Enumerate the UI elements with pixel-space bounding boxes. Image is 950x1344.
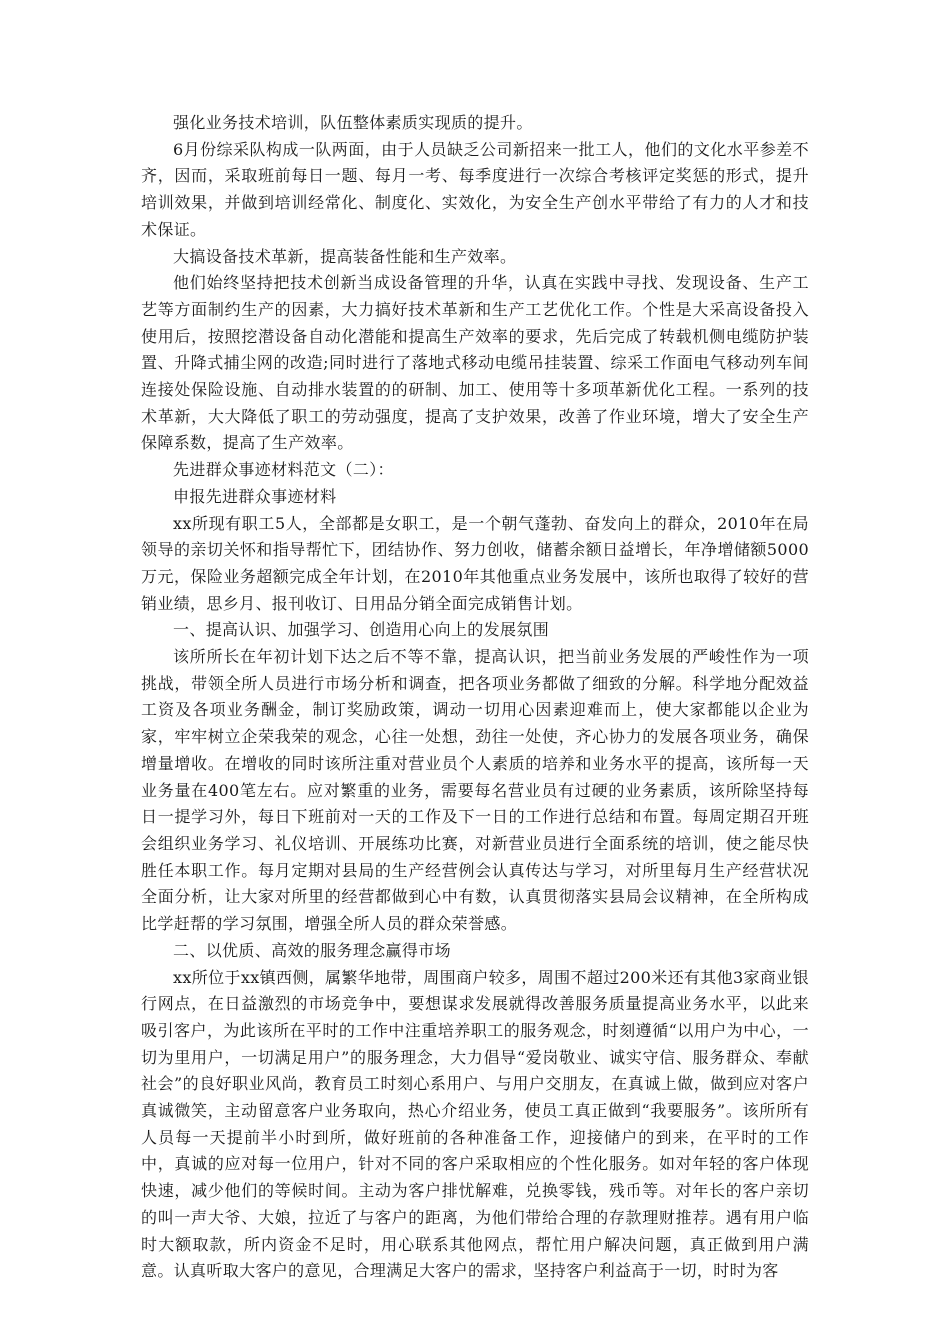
paragraph-section-one-body: 该所所长在年初计划下达之后不等不靠，提高认识，把当前业务发展的严峻性作为一项挑战，带领全所人员进行市场分析和调查，把各项业务都做了细致的分解。科学地分配效益工资及各项业务酬金，制订奖励政策，调动一切用心因素迎难而上，使大家都能以企业为家，牢牢树立企荣我荣的观念，心往一处想，劲往一处使，齐心协力的发展各项业务，确保增量增收。在增收的同时该所注重对营业员个人素质的培养和业务水平的提高，该所每一天业务量在400笔左右。应对繁重的业务，需要每名营业员有过硬的业务素质，该所除坚持每日一提学习外，每日下班前对一天的工作及下一日的工作进行总结和布置。每周定期召开班会组织业务学习、礼仪培训、开展练功比赛，对新营业员进行全面系统的培训，使之能尽快胜任本职工作。每月定期对县局的生产经营例会认真传达与学习，对所里每月生产经营状况全面分析，让大家对所里的经营都做到心中有数，认真贯彻落实县局会议精神，在全所构成比学赶帮的学习氛围，增强全所人员的群众荣誉感。: [141, 647, 809, 934]
paragraph-section-two-body: xx所位于xx镇西侧，属繁华地带，周围商户较多，周围不超过200米还有其他3家商业银行网点，在日益激烈的市场竞争中，要想谋求发展就得改善服务质量提高业务水平，以此来吸引客户，为此该所在平时的工作中注重培养职工的服务观念，时刻遵循“以用户为中心，一切为里用户，一切满足用户”的服务理念，大力倡导“爱岗敬业、诚实守信、服务群众、奉献社会”的良好职业风尚，教育员工时刻心系用户、与用户交朋友，在真诚上做，做到应对客户真诚微笑，主动留意客户业务取向，热心介绍业务，使员工真正做到“我要服务”。该所所有人员每一天提前半小时到所，做好班前的各种准备工作，迎接储户的到来，在平时的工作中，真诚的应对每一位用户，针对不同的客户采取相应的个性化服务。如对年轻的客户体现快速，减少他们的等候时间。主动为客户排忧解难，兑换零钱，残币等。对年长的客户亲切的叫一声大爷、大娘，拉近了与客户的距离，为他们带给合理的存款理财推荐。遇有用户临时大额取款，所内资金不足时，用心联系其他网点，帮忙用户解决问题，真正做到用户满意。认真听取大客户的意见，合理满足大客户的需求，坚持客户利益高于一切，时时为客: [141, 967, 809, 1281]
paragraph-section-one-heading: 一、提高认识、加强学习、创造用心向上的发展氛围: [173, 620, 550, 640]
document-page: [141, 110, 809, 1285]
paragraph-section-two-heading: 二、以优质、高效的服务理念赢得市场: [173, 940, 451, 960]
paragraph-office-overview: xx所现有职工5人，全部都是女职工，是一个朝气蓬勃、奋发向上的群众，2010年在局领导的亲切关怀和指导帮忙下，团结协作、努力创收，储蓄余额日益增长，年净增储额5000万元，保险业务超额完成全年计划，在2010年其他重点业务发展中，该所也取得了较好的营销业绩，思乡月、报刊收订、日用品分销全面完成销售计划。: [141, 513, 809, 613]
paragraph-training-body: 6月份综采队构成一队两面，由于人员缺乏公司新招来一批工人，他们的文化水平参差不齐，因而，采取班前每日一题、每月一考、每季度进行一次综合考核评定奖惩的形式，提升培训效果，并做到培训经常化、制度化、实效化，为安全生产创水平带给了有力的人才和技术保证。: [141, 139, 809, 239]
paragraph-innovation-body: 他们始终坚持把技术创新当成设备管理的升华，认真在实践中寻找、发现设备、生产工艺等方面制约生产的因素，大力搞好技术革新和生产工艺优化工作。个性是大采高设备投入使用后，按照挖潜设备自动化潜能和提高生产效率的要求，先后完成了转载机侧电缆防护装置、升降式捕尘网的改造;同时进行了落地式移动电缆吊挂装置、综采工作面电气移动列车间连接处保险设施、自动排水装置的的研制、加工、使用等十多项革新优化工程。一系列的技术革新，大大降低了职工的劳动强度，提高了支护效果，改善了作业环境，增大了安全生产保障系数，提高了生产效率。: [141, 273, 809, 453]
paragraph-innovation-heading: 大搞设备技术革新，提高装备性能和生产效率。: [173, 246, 517, 266]
paragraph-sample-two-title: 先进群众事迹材料范文（二）：: [173, 460, 394, 480]
paragraph-training-heading: 强化业务技术培训，队伍整体素质实现质的提升。: [173, 113, 533, 132]
paragraph-application-title: 申报先进群众事迹材料: [173, 486, 337, 506]
